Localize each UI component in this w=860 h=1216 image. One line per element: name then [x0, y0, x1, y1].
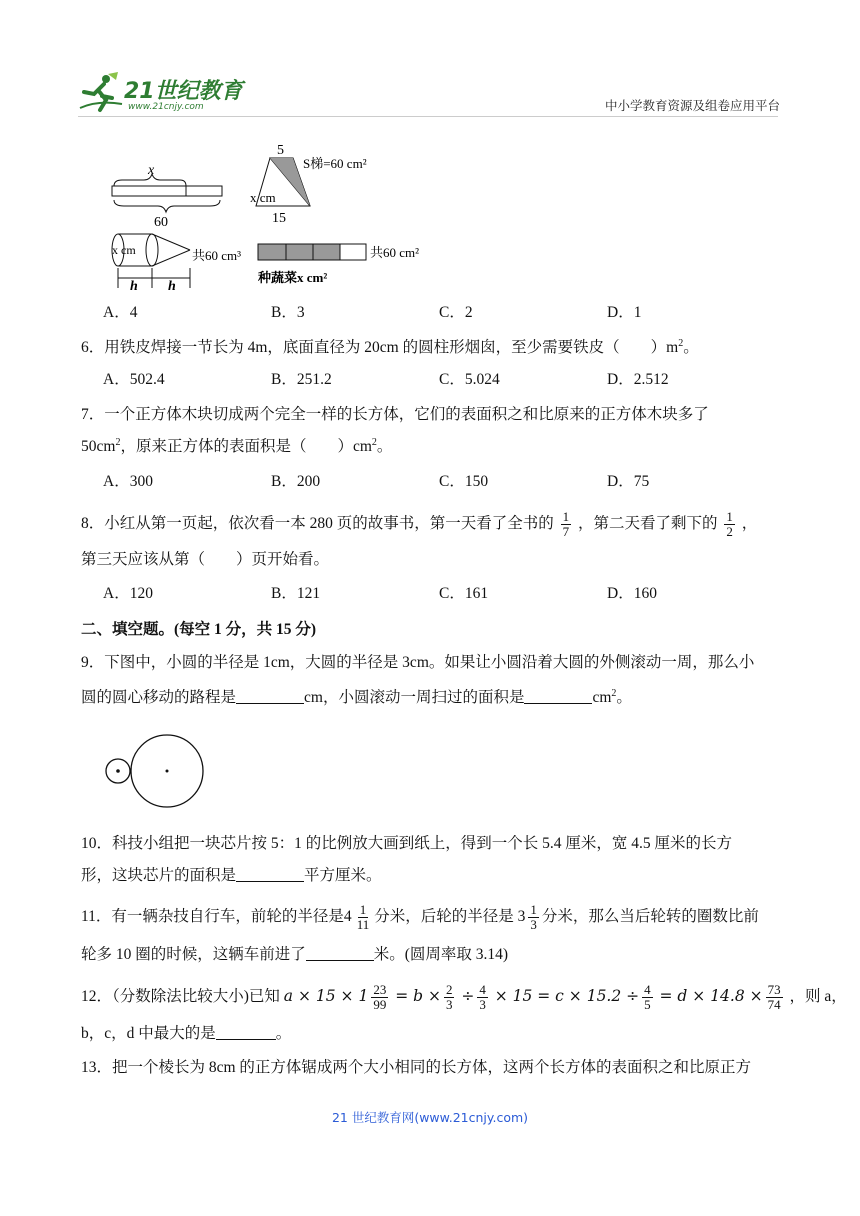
fraction-4-5: $\frac{4}{5}$: [644, 982, 651, 1012]
page-footer: 21 世纪教育网(www.21cnjy.com): [331, 1110, 529, 1125]
fraction-one-third: $\frac{1}{3}$: [530, 902, 537, 932]
q7-stem-line2: $50cm^2$，原来正方体的表面积是（ ）$cm^2$。: [81, 436, 393, 455]
header-platform-text: 中小学教育资源及组卷应用平台: [604, 98, 780, 113]
q6-option-a: A．502.4: [103, 371, 165, 388]
q6-stem: 6．用铁皮焊接一节长为 4m，底面直径为 20cm 的圆柱形烟囱，至少需要铁皮（ ）$m^2$。: [81, 337, 699, 356]
q9-circles-figure: [104, 734, 208, 808]
answer-blank[interactable]: [236, 688, 304, 704]
bar-diagram: [257, 244, 419, 285]
question5-figure: [100, 140, 420, 294]
trapezoid-diagram: [250, 143, 367, 226]
bar-total-label: 共60 cm²: [370, 245, 420, 260]
cylinder-h2-label: h: [168, 279, 176, 294]
logo: [78, 70, 248, 116]
q7-stem-line1: 7．一个正方体木块切成两个完全一样的长方体，它们的表面积之和比原来的正方体木块多了: [81, 406, 709, 423]
q6-option-c: C．5.024: [439, 371, 500, 388]
q5-option-d: D．1: [607, 304, 642, 321]
q5-option-a: A．4: [103, 304, 138, 321]
answer-blank[interactable]: [216, 1024, 276, 1040]
fraction-2-3: $\frac{2}{3}$: [445, 982, 453, 1012]
segment-diagram: [112, 163, 222, 230]
header-divider: [78, 116, 778, 117]
logo-text: 21世纪教育: [124, 79, 243, 104]
fraction-4-3: $\frac{4}{3}$: [479, 982, 486, 1012]
q7-option-a: A．300: [103, 473, 153, 490]
q12-stem-line1: 12．（分数除法比较大小)已知 a × 15 × 1 $\frac{23}{99}$ = b × $\frac{2}{3}$ ÷ $\frac{4}{3}$ × 15 = c × 15.2 ÷ $\frac{4}{5}$ = d × 14.8 × $\frac{73}{74}$ ，则 a，: [81, 982, 847, 1012]
trapezoid-area-label: S梯=60 cm²: [303, 156, 367, 171]
q8-option-c: C．161: [439, 585, 489, 602]
q8-option-d: D．160: [607, 585, 657, 602]
q6-option-d: D．2.512: [607, 371, 669, 388]
q5-option-b: B．3: [271, 304, 305, 321]
logo-url: www.21cnjy.com: [128, 102, 204, 112]
section-fill-in-heading: 二、填空题。(每空 1 分，共 15 分): [81, 621, 317, 638]
segment-x-label: x: [148, 163, 155, 178]
fraction-one-half: $\frac{1}{2}$: [726, 509, 733, 539]
q12-stem-line2: b，c，d 中最大的是 。: [81, 1025, 292, 1042]
trapezoid-top-label: 5: [277, 143, 284, 158]
cylinder-x-label: x cm: [112, 243, 136, 257]
q13-stem-line1: 13．把一个棱长为 8cm 的正方体锯成两个大小相同的长方体，这两个长方体的表面积之和比原正方: [81, 1059, 751, 1076]
fraction-one-eleventh: $\frac{1}{11}$: [356, 902, 370, 932]
q9-stem-line2: 圆的圆心移动的路程是 cm，小圆滚动一周扫过的面积是 $cm^2$。: [81, 687, 632, 706]
q11-stem-line1: 11．有一辆杂技自行车，前轮的半径是4 $\frac{1}{11}$ 分米，后轮的半径是 3 $\frac{1}{3}$ 分米，那么当后轮转的圈数比前: [81, 902, 759, 932]
bar-vegetable-label: 种蔬菜x cm²: [258, 270, 328, 285]
trapezoid-x-label: x cm: [250, 190, 276, 205]
q9-stem-line1: 9．下图中，小圆的半径是 1cm，大圆的半径是 3cm。如果让小圆沿着大圆的外侧滚动一周，那么小: [81, 654, 755, 671]
q5-option-c: C．2: [439, 304, 473, 321]
q6-option-b: B．251.2: [271, 371, 332, 388]
cylinder-cone-diagram: [112, 234, 241, 294]
q11-stem-line2: 轮多 10 圈的时候，这辆车前进了 米。(圆周率取 3.14): [81, 946, 509, 963]
q10-stem-line2: 形，这块芯片的面积是 平方厘米。: [81, 867, 382, 884]
q7-option-d: D．75: [607, 473, 650, 490]
q7-option-b: B．200: [271, 473, 321, 490]
answer-blank[interactable]: [236, 866, 304, 882]
q8-option-b: B．121: [271, 585, 321, 602]
answer-blank[interactable]: [524, 688, 592, 704]
large-circle-center: [166, 770, 169, 773]
q8-option-a: A．120: [103, 585, 153, 602]
q10-stem-line1: 10．科技小组把一块芯片按 5：1 的比例放大画到纸上，得到一个长 5.4 厘米，宽 4.5 厘米的长方: [81, 835, 733, 852]
segment-60-label: 60: [154, 215, 168, 230]
q7-option-c: C．150: [439, 473, 489, 490]
fraction-one-seventh: $\frac{1}{7}$: [562, 509, 570, 539]
q8-stem-line1: 8．小红从第一页起，依次看一本 280 页的故事书，第一天看了全书的 $\frac{1}{7}$ ，第二天看了剩下的 $\frac{1}{2}$ ，: [81, 509, 758, 539]
answer-blank[interactable]: [306, 945, 374, 961]
small-circle-center: [116, 769, 120, 773]
runner-logo-icon: [78, 70, 124, 114]
q8-stem-line2: 第三天应该从第（ ）页开始看。: [81, 551, 330, 568]
cylinder-total-label: 共60 cm³: [192, 248, 242, 263]
trapezoid-bottom-label: 15: [272, 211, 286, 226]
fraction-23-99: $\frac{23}{99}$: [373, 982, 387, 1012]
cylinder-h1-label: h: [130, 279, 138, 294]
fraction-73-74: $\frac{73}{74}$: [767, 982, 781, 1012]
